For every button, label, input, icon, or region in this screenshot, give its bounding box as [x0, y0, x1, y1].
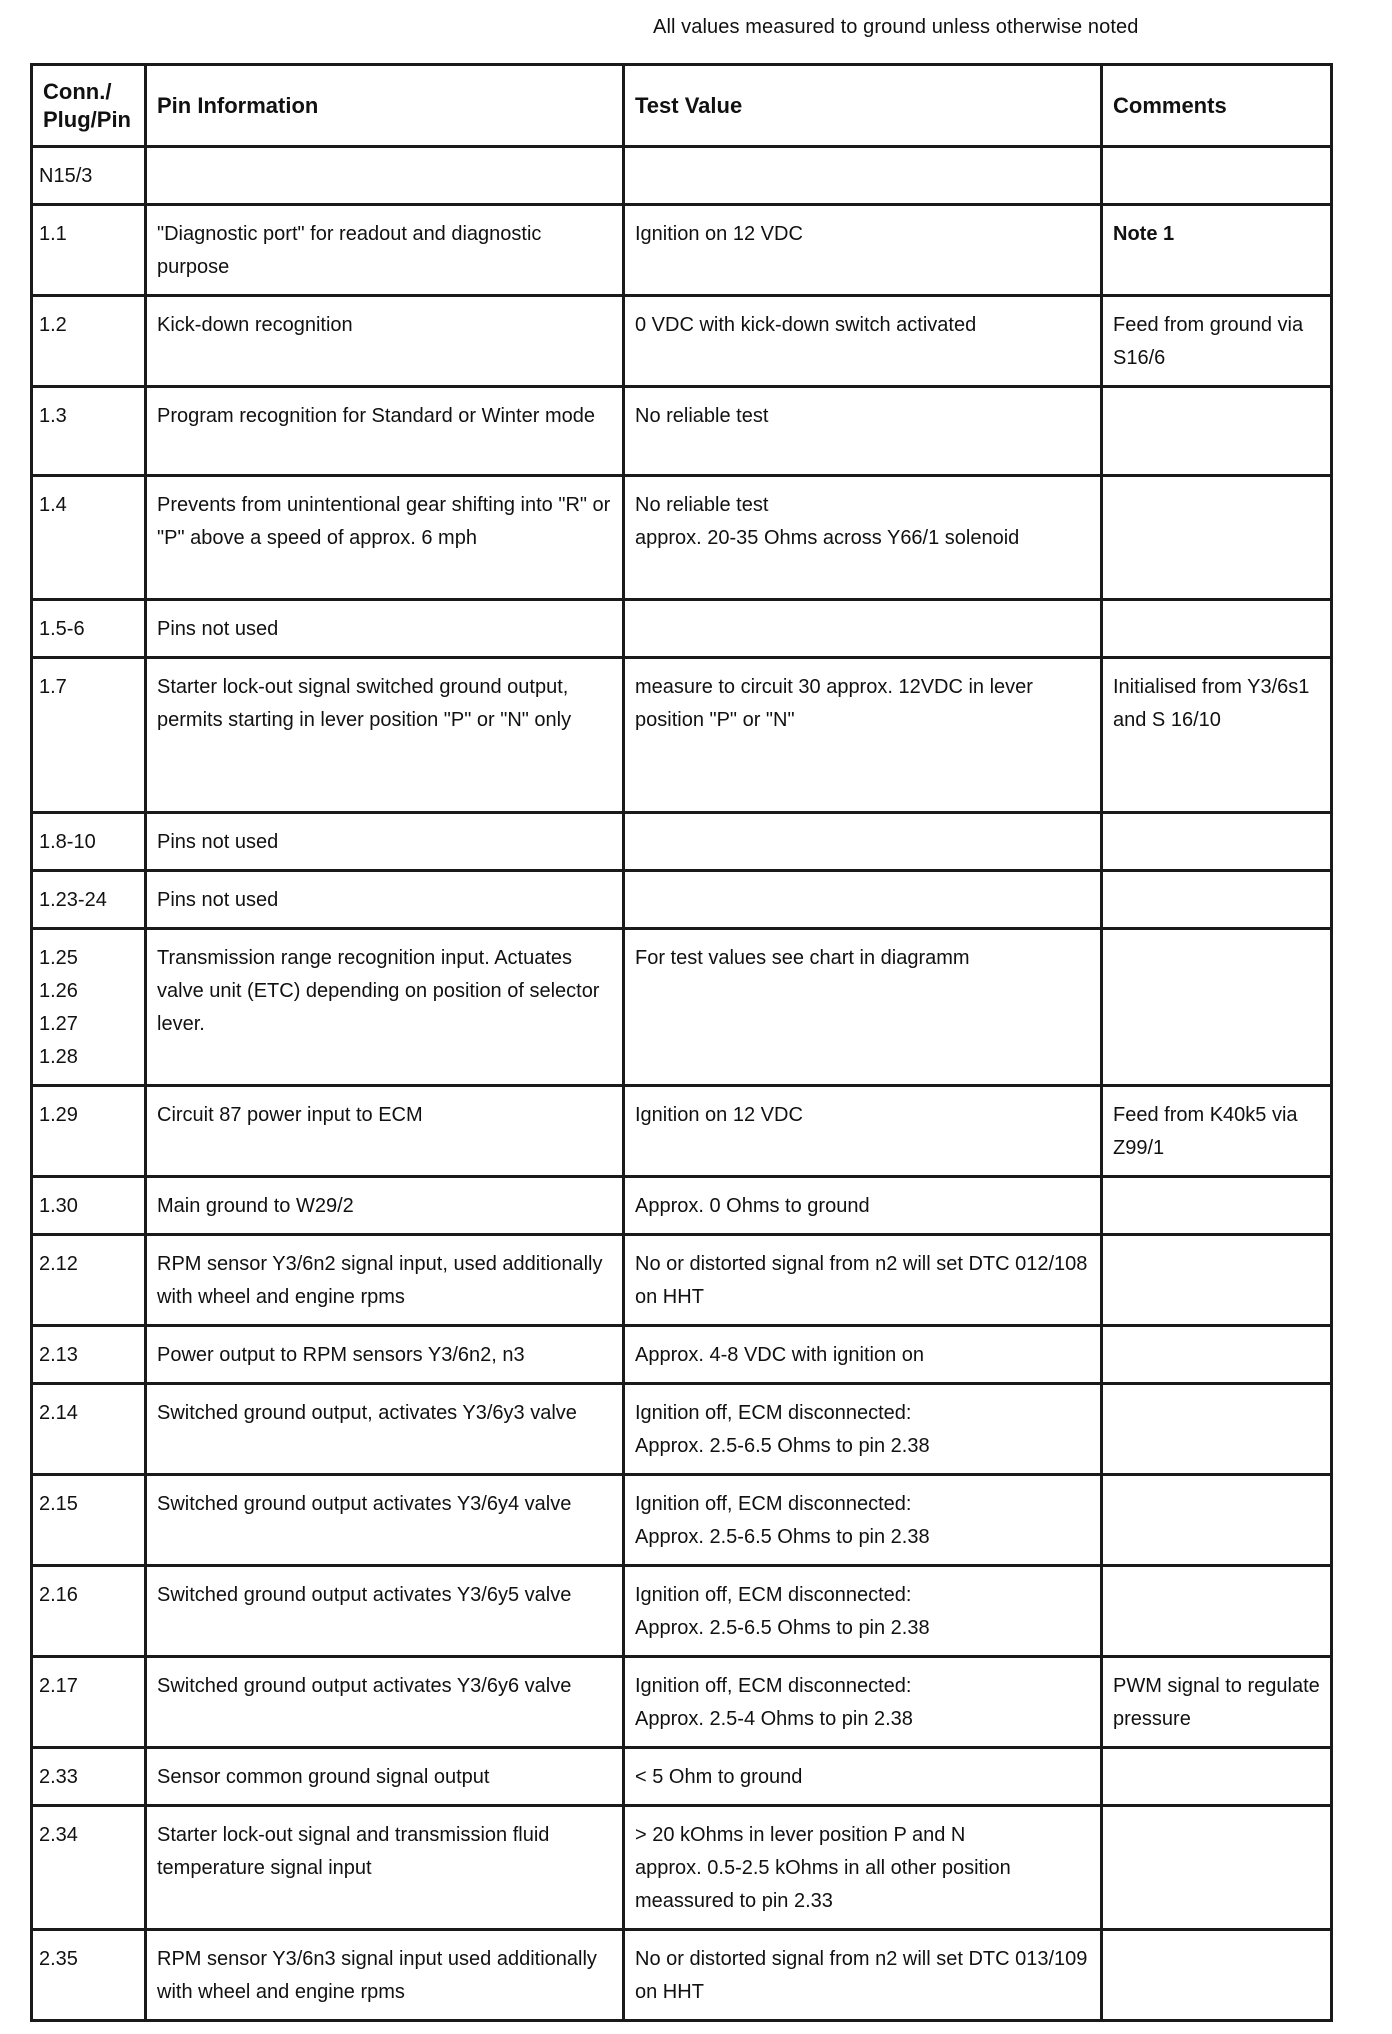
pin-cell: 1.23-24	[32, 871, 146, 929]
table-row	[32, 658, 1332, 813]
comment-cell	[1102, 813, 1332, 871]
info-cell: "Diagnostic port" for readout and diagnostic purpose	[146, 205, 624, 296]
info-cell	[146, 147, 624, 205]
pin-cell: N15/3	[32, 147, 146, 205]
table-row	[32, 1086, 1332, 1177]
test-cell	[624, 600, 1102, 658]
info-cell	[146, 658, 624, 813]
test-line: Approx. 2.5-4 Ohms to pin 2.38	[635, 1708, 913, 1730]
table-row	[32, 1235, 1332, 1326]
comment-cell: PWM signal to regulate pressure	[1102, 1657, 1332, 1748]
info-cell: Pins not used	[146, 871, 624, 929]
measurement-note: All values measured to ground unless otherwise noted	[653, 16, 1139, 38]
pin-line: 1.25	[39, 947, 78, 969]
test-line: Ignition off, ECM disconnected:	[635, 1402, 912, 1424]
comment-cell	[1102, 1177, 1332, 1235]
pin-cell: 1.7	[32, 658, 146, 813]
table-row	[32, 1566, 1332, 1657]
info-cell: Switched ground output, activates Y3/6y3 valve	[146, 1384, 624, 1475]
test-cell	[624, 476, 1102, 600]
table-header-row	[32, 65, 1332, 147]
test-cell: Ignition on 12 VDC	[624, 205, 1102, 296]
pin-cell: 1.2	[32, 296, 146, 387]
info-cell: RPM sensor Y3/6n3 signal input used additionally with wheel and engine rpms	[146, 1930, 624, 2021]
test-line: Ignition off, ECM disconnected:	[635, 1675, 912, 1697]
test-cell	[624, 871, 1102, 929]
test-cell	[624, 1806, 1102, 1930]
test-cell: < 5 Ohm to ground	[624, 1748, 1102, 1806]
test-line: Ignition off, ECM disconnected:	[635, 1493, 912, 1515]
pin-cell: 1.4	[32, 476, 146, 600]
header-comments: Comments	[1102, 65, 1332, 147]
pin-cell: 2.17	[32, 1657, 146, 1748]
test-line: Approx. 2.5-6.5 Ohms to pin 2.38	[635, 1617, 930, 1639]
header-test-value: Test Value	[624, 65, 1102, 147]
info-cell: Sensor common ground signal output	[146, 1748, 624, 1806]
comment-cell	[1102, 1806, 1332, 1930]
table-row	[32, 296, 1332, 387]
pin-cell: 1.29	[32, 1086, 146, 1177]
pin-information-table	[30, 63, 1333, 2022]
table-row	[32, 1930, 1332, 2021]
pin-cell: 1.3	[32, 387, 146, 476]
comment-cell	[1102, 1384, 1332, 1475]
info-cell: Kick-down recognition	[146, 296, 624, 387]
test-cell: measure to circuit 30 approx. 12VDC in lever position "P" or "N"	[624, 658, 1102, 813]
test-line: approx. 0.5-2.5 kOhms in all other position meassured to pin 2.33	[635, 1857, 1011, 1912]
test-cell: 0 VDC with kick-down switch activated	[624, 296, 1102, 387]
table-row	[32, 1384, 1332, 1475]
test-cell: No reliable test	[624, 387, 1102, 476]
pin-cell: 1.8-10	[32, 813, 146, 871]
info-cell: Switched ground output activates Y3/6y5 valve	[146, 1566, 624, 1657]
info-cell: Switched ground output activates Y3/6y4 valve	[146, 1475, 624, 1566]
info-cell: RPM sensor Y3/6n2 signal input, used additionally with wheel and engine rpms	[146, 1235, 624, 1326]
comment-cell	[1102, 929, 1332, 1086]
comment-cell	[1102, 476, 1332, 600]
comment-cell	[1102, 147, 1332, 205]
info-cell: Circuit 87 power input to ECM	[146, 1086, 624, 1177]
table-row	[32, 387, 1332, 476]
table-row	[32, 476, 1332, 600]
info-cell: Prevents from unintentional gear shifting into "R" or "P" above a speed of approx. 6 mph	[146, 476, 624, 600]
table-row	[32, 1177, 1332, 1235]
test-line: approx. 20-35 Ohms across Y66/1 solenoid	[635, 527, 1020, 549]
pin-cell: 2.12	[32, 1235, 146, 1326]
pin-cell: 2.15	[32, 1475, 146, 1566]
info-line: Starter lock-out signal switched ground output,	[157, 676, 569, 698]
table-row	[32, 1326, 1332, 1384]
info-cell: Pins not used	[146, 600, 624, 658]
comment-cell	[1102, 1235, 1332, 1326]
table-row	[32, 1806, 1332, 1930]
pin-line: 1.27	[39, 1013, 78, 1035]
table-row	[32, 147, 1332, 205]
test-cell	[624, 813, 1102, 871]
comment-cell	[1102, 600, 1332, 658]
comment-cell: Note 1	[1102, 205, 1332, 296]
pin-cell: 1.5-6	[32, 600, 146, 658]
table-row	[32, 1657, 1332, 1748]
pin-cell: 2.35	[32, 1930, 146, 2021]
table-row	[32, 1748, 1332, 1806]
test-cell: No or distorted signal from n2 will set DTC 013/109 on HHT	[624, 1930, 1102, 2021]
test-cell	[624, 1566, 1102, 1657]
pin-cell: 2.34	[32, 1806, 146, 1930]
test-cell	[624, 1475, 1102, 1566]
test-line: Approx. 2.5-6.5 Ohms to pin 2.38	[635, 1435, 930, 1457]
table-row	[32, 929, 1332, 1086]
pin-line: 1.28	[39, 1046, 78, 1068]
header-pin-information: Pin Information	[146, 65, 624, 147]
pin-cell: 1.30	[32, 1177, 146, 1235]
info-cell: Transmission range recognition input. Actuates valve unit (ETC) depending on position of selector lever.	[146, 929, 624, 1086]
comment-cell	[1102, 1930, 1332, 2021]
test-line: Approx. 2.5-6.5 Ohms to pin 2.38	[635, 1526, 930, 1548]
pin-cell	[32, 929, 146, 1086]
test-cell	[624, 147, 1102, 205]
info-cell: Power output to RPM sensors Y3/6n2, n3	[146, 1326, 624, 1384]
info-cell: Program recognition for Standard or Winter mode	[146, 387, 624, 476]
pin-cell: 2.13	[32, 1326, 146, 1384]
info-cell: Main ground to W29/2	[146, 1177, 624, 1235]
comment-cell: Feed from ground via S16/6	[1102, 296, 1332, 387]
table-row	[32, 1475, 1332, 1566]
table-row	[32, 871, 1332, 929]
comment-cell	[1102, 1475, 1332, 1566]
comment-cell: Feed from K40k5 via Z99/1	[1102, 1086, 1332, 1177]
test-cell: Approx. 4-8 VDC with ignition on	[624, 1326, 1102, 1384]
table-row	[32, 600, 1332, 658]
test-cell: Approx. 0 Ohms to ground	[624, 1177, 1102, 1235]
comment-cell	[1102, 871, 1332, 929]
comment-cell	[1102, 1566, 1332, 1657]
pin-line: 1.26	[39, 980, 78, 1002]
info-line: permits starting in lever position "P" or "N" only	[157, 709, 572, 731]
pin-cell: 2.14	[32, 1384, 146, 1475]
comment-cell	[1102, 387, 1332, 476]
test-line: Ignition off, ECM disconnected:	[635, 1584, 912, 1606]
table-row	[32, 813, 1332, 871]
test-cell: For test values see chart in diagramm	[624, 929, 1102, 1086]
info-cell: Starter lock-out signal and transmission fluid temperature signal input	[146, 1806, 624, 1930]
comment-cell	[1102, 1326, 1332, 1384]
comment-cell	[1102, 1748, 1332, 1806]
pin-cell: 2.33	[32, 1748, 146, 1806]
test-cell: No or distorted signal from n2 will set DTC 012/108 on HHT	[624, 1235, 1102, 1326]
pin-cell: 2.16	[32, 1566, 146, 1657]
test-cell	[624, 1657, 1102, 1748]
info-cell: Switched ground output activates Y3/6y6 valve	[146, 1657, 624, 1748]
table-row	[32, 205, 1332, 296]
test-cell: Ignition on 12 VDC	[624, 1086, 1102, 1177]
info-cell: Pins not used	[146, 813, 624, 871]
header-conn-plug-pin: Conn./ Plug/Pin	[32, 65, 146, 147]
comment-cell: Initialised from Y3/6s1 and S 16/10	[1102, 658, 1332, 813]
test-cell	[624, 1384, 1102, 1475]
pin-cell: 1.1	[32, 205, 146, 296]
test-line: No reliable test	[635, 494, 769, 516]
test-line: > 20 kOhms in lever position P and N	[635, 1824, 966, 1846]
